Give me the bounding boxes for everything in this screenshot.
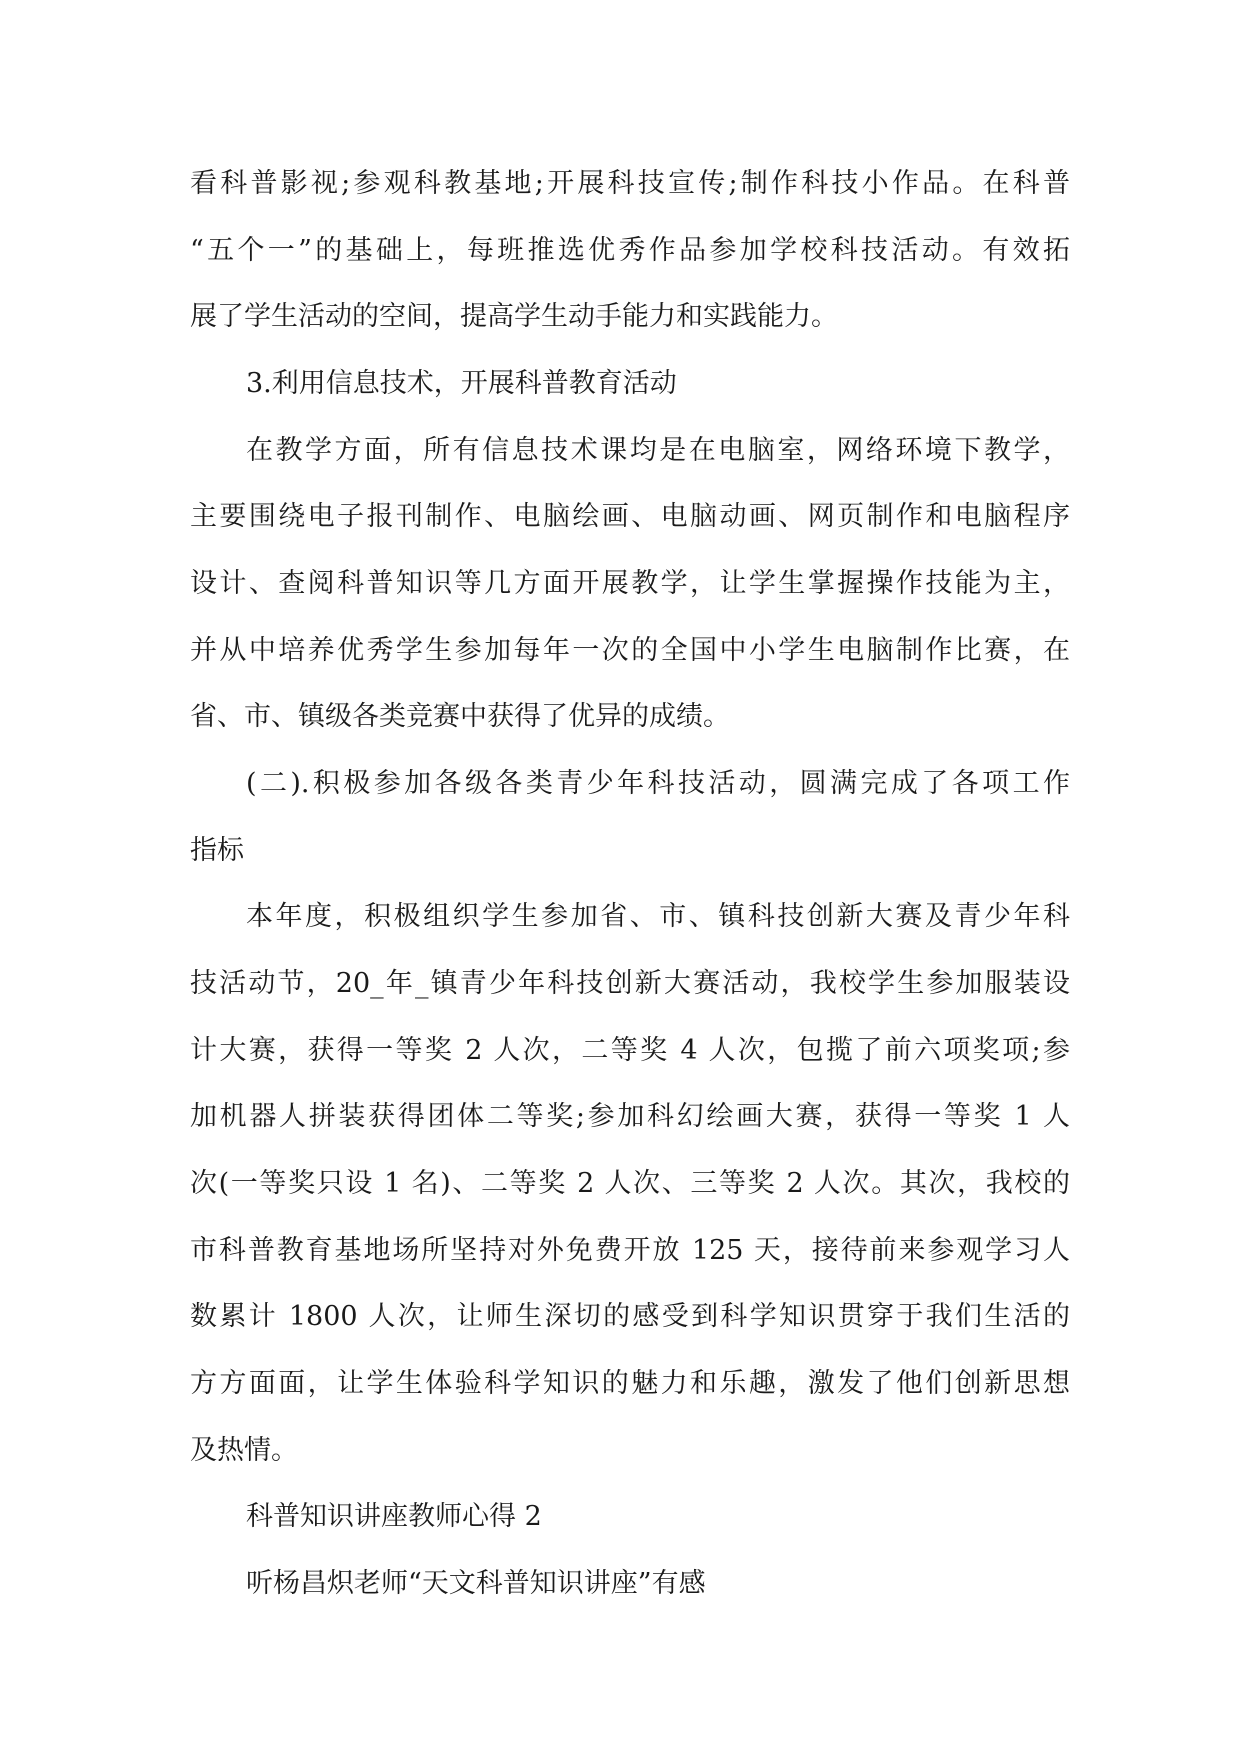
text-line: 主要围绕电子报刊制作、电脑绘画、电脑动画、网页制作和电脑程序 [190,501,1070,532]
section-heading: (二).积极参加各级各类青少年科技活动，圆满完成了各项工作 [246,768,1070,799]
text-line: 技活动节，20_年_镇青少年科技创新大赛活动，我校学生参加服装设 [190,968,1070,999]
article-subtitle: 听杨昌炽老师“天文科普知识讲座”有感 [246,1568,706,1599]
text-line: 方方面面，让学生体验科学知识的魅力和乐趣，激发了他们创新思想 [190,1368,1070,1399]
text-line: 看科普影视;参观科教基地;开展科技宣传;制作科技小作品。在科普 [190,168,1070,199]
text-line: 计大赛，获得一等奖 2 人次，二等奖 4 人次，包揽了前六项奖项;参 [190,1035,1070,1066]
text-line: 市科普教育基地场所坚持对外免费开放 125 天，接待前来参观学习人 [190,1235,1070,1266]
text-line: 展了学生活动的空间，提高学生动手能力和实践能力。 [190,301,838,332]
text-line: 省、市、镇级各类竞赛中获得了优异的成绩。 [190,701,730,732]
text-line: 次(一等奖只设 1 名)、二等奖 2 人次、三等奖 2 人次。其次，我校的 [190,1168,1070,1199]
text-line: 本年度，积极组织学生参加省、市、镇科技创新大赛及青少年科 [246,901,1070,932]
text-line: “五个一”的基础上，每班推选优秀作品参加学校科技活动。有效拓 [190,235,1070,266]
article-title: 科普知识讲座教师心得 2 [246,1501,542,1532]
section-heading-continued: 指标 [190,835,244,866]
text-line: 并从中培养优秀学生参加每年一次的全国中小学生电脑制作比赛，在 [190,635,1070,666]
text-line: 加机器人拼装获得团体二等奖;参加科幻绘画大赛，获得一等奖 1 人 [190,1101,1070,1132]
text-line: 在教学方面，所有信息技术课均是在电脑室，网络环境下教学， [246,435,1070,466]
section-heading: 3.利用信息技术，开展科普教育活动 [246,368,677,399]
text-line: 及热情。 [190,1435,298,1466]
text-line: 数累计 1800 人次，让师生深切的感受到科学知识贯穿于我们生活的 [190,1301,1070,1332]
text-line: 设计、查阅科普知识等几方面开展教学，让学生掌握操作技能为主， [190,568,1070,599]
